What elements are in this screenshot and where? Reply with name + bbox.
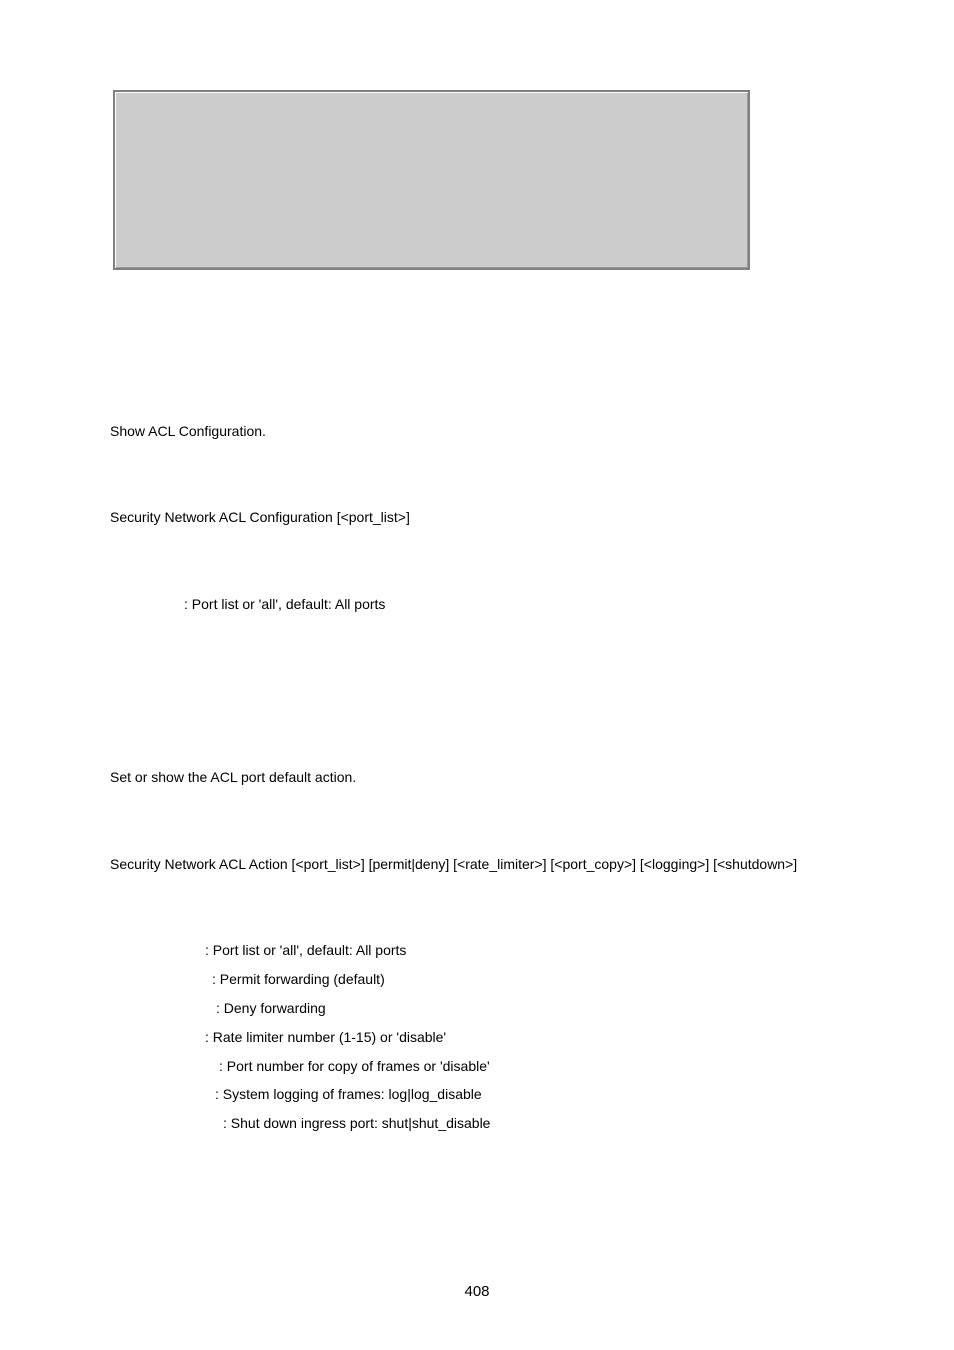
section2-param-rate-limiter: : Rate limiter number (1-15) or 'disable': [205, 1029, 447, 1045]
section2-param-logging: : System logging of frames: log|log_disable: [215, 1086, 482, 1102]
section2-param-deny: : Deny forwarding: [216, 1000, 326, 1016]
section1-description: Show ACL Configuration.: [110, 423, 266, 439]
section2-param-port-list: : Port list or 'all', default: All ports: [205, 942, 407, 958]
page-number: 408: [464, 1283, 490, 1300]
section2-param-shutdown: : Shut down ingress port: shut|shut_disable: [223, 1115, 491, 1131]
section1-param-port-list: : Port list or 'all', default: All ports: [184, 596, 386, 612]
section1-syntax: Security Network ACL Configuration [<port_list>]: [110, 509, 410, 525]
example-output-box: [113, 90, 750, 270]
section2-description: Set or show the ACL port default action.: [110, 769, 357, 785]
section2-param-port-copy: : Port number for copy of frames or 'disable': [219, 1058, 490, 1074]
section2-syntax: Security Network ACL Action [<port_list>] [permit|deny] [<rate_limiter>] [<port_copy>] [<logging>] [<shutdown>]: [110, 856, 798, 872]
section2-param-permit: : Permit forwarding (default): [212, 971, 385, 987]
